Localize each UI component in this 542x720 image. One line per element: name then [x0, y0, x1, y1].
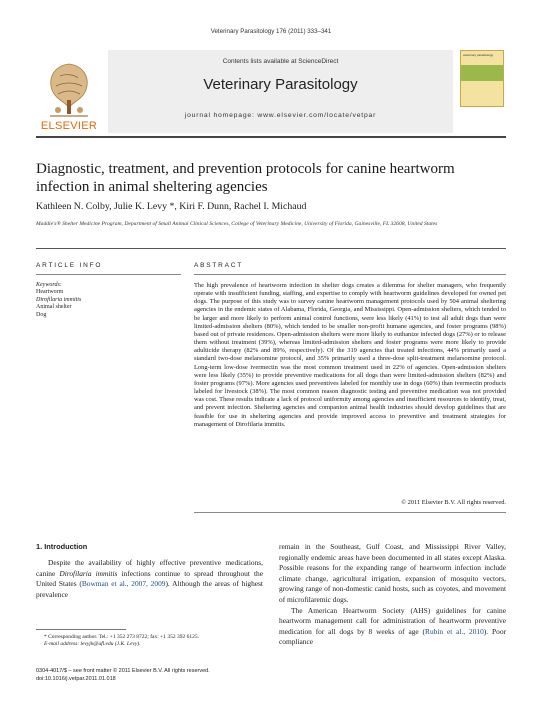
- header-rule: [36, 136, 506, 138]
- citation-link[interactable]: Rubin et al., 2010: [425, 626, 484, 636]
- intro-paragraph: [279, 606, 506, 648]
- intro-text: infections continue to spread throughout the United States (: [36, 568, 264, 589]
- abstract-heading: ABSTRACT: [194, 262, 244, 269]
- intro-right-column: [279, 542, 506, 648]
- abstract-text: The high prevalence of heartworm infection in shelter dogs creates a dilemma for shelter managers, who frequently operate with insufficient funding, staffing, and expertise to comply with heartworm guidelines developed for owned pet dogs. The purpose of this study was to survey canine heartworm management protocols used by 504 animal sheltering agencies in the endemic states of Alabama, Florida, Georgia, and Mississippi. Open-admission shelters, which tended to be larger and more likely to perform animal control functions, were less likely (41%) to test all adult dogs than were limited-admission shelters (80%), which tended to be smaller non-profit humane agencies, and foster programs (98%) based out of private residences. Open-admission shelters were more likely to euthanize infected dogs (27%) or to release them without treatment (39%), whereas limited-admission shelters and foster programs were more likely to provide adulticide therapy (82% and 89%, respectively). Of the 319 agencies that treated infections, 44% primarily used a standard two-dose melarsomine protocol, and 35% primarily used a three-dose split-treatment melarsomine protocol. Long-term low-dose ivermectin was the most common treatment used in 22% of agencies. Open-admission shelters were less likely (35%) to provide preventive medications for all dogs than were limited-admission shelters (82%) and foster programs (97%). More agencies used preventives labeled for monthly use in dogs (60%) than ivermectin products labeled for livestock (38%). The most common reason diagnostic testing and preventive medication was not provided was cost. These results indicate a lack of protocol uniformity among agencies and insufficient resources to identify, treat, and prevent infection. Sheltering agencies and companion animal health industries should develop guidelines that are feasible for use in sheltering agencies and provide improved access to preventive and treatment strategies for management of Dirofilaria immitis.: [194, 282, 506, 428]
- article-info-heading: ARTICLE INFO: [36, 262, 103, 269]
- publication-info: [36, 668, 286, 683]
- keyword-item: Heartworm: [36, 289, 64, 296]
- journal-title: Veterinary Parasitology: [203, 76, 358, 93]
- contents-line: Contents lists available at ScienceDirect: [222, 58, 339, 65]
- species-name: Dirofilaria immitis: [59, 568, 118, 578]
- abstract-end-rule: [194, 512, 506, 513]
- keyword-item: Dirofilaria immitis: [36, 296, 82, 303]
- intro-paragraph: remain in the Southeast, Gulf Coast, and Mississippi River Valley, regionally endemic areas have been documented in all states except Alaska. Possible reasons for the expanding range of heartworm infection include climate change, agricultural irrigation, expansion of mosquito vectors, growing range of non-domestic canid hosts, such as coyotes, and movement of microfilaremic dogs.: [279, 542, 506, 604]
- keywords-label: Keywords:: [36, 282, 62, 288]
- intro-left-column: [36, 558, 263, 600]
- journal-reference: Veterinary Parasitology 176 (2011) 333–341: [210, 28, 332, 35]
- article-authors: Kathleen N. Colby, Julie K. Levy *, Kiri F. Dunn, Rachel I. Michaud: [36, 201, 307, 212]
- intro-text: ). Poor compliance: [279, 626, 506, 647]
- publisher-name: ELSEVIER: [40, 120, 98, 132]
- corresponding-author-note: * Corresponding author. Tel.: +1 352 273 8722; fax: +1 352 392 6125.: [44, 634, 199, 640]
- cover-band: [461, 65, 503, 81]
- footnote-rule: [36, 629, 126, 630]
- doi-line[interactable]: doi:10.1016/j.vetpar.2011.01.018: [36, 675, 116, 682]
- article-info-rule: [36, 274, 181, 275]
- intro-text: ). Although the areas of highest prevalence: [36, 579, 263, 599]
- abstract-copyright: © 2011 Elsevier B.V. All rights reserved.: [401, 499, 506, 506]
- elsevier-tree-logo: [40, 56, 98, 120]
- journal-homepage[interactable]: journal homepage: www.elsevier.com/locate/vetpar: [184, 112, 377, 119]
- introduction-heading: 1. Introduction: [36, 542, 88, 551]
- issn-line: 0304-4017/$ – see front matter © 2011 Elsevier B.V. All rights reserved.: [36, 668, 210, 674]
- intro-text: Despite the availability of highly effective preventive medications, canine: [36, 558, 263, 578]
- journal-cover-thumbnail: [460, 50, 504, 107]
- cover-title: veterinary parasitology: [463, 53, 494, 57]
- keywords-block: [36, 282, 181, 319]
- keyword-item: Dog: [36, 311, 47, 318]
- footnote: [36, 634, 266, 649]
- intro-paragraph: [36, 558, 263, 600]
- keyword-item: Animal shelter: [36, 304, 72, 311]
- abstract-rule: [194, 274, 506, 275]
- email-note[interactable]: E-mail address: levyjk@ufl.edu (J.K. Levy).: [44, 641, 141, 648]
- citation-link[interactable]: Bowman et al., 2007, 2009: [81, 579, 166, 589]
- article-title: Diagnostic, treatment, and prevention protocols for canine heartworm infection in animal sheltering agencies: [36, 161, 455, 195]
- section-rule: [36, 248, 506, 249]
- author-affiliation: Maddie's® Shelter Medicine Program, Department of Small Animal Clinical Sciences, College of Veterinary Medicine, University of Florida, Gainesville, FL 32608, United States: [36, 221, 438, 227]
- intro-text: The American Heartworm Society (AHS) guidelines for canine heartworm management call for administration of heartworm preventive medication for all dogs by 8 weeks of age (: [279, 605, 506, 636]
